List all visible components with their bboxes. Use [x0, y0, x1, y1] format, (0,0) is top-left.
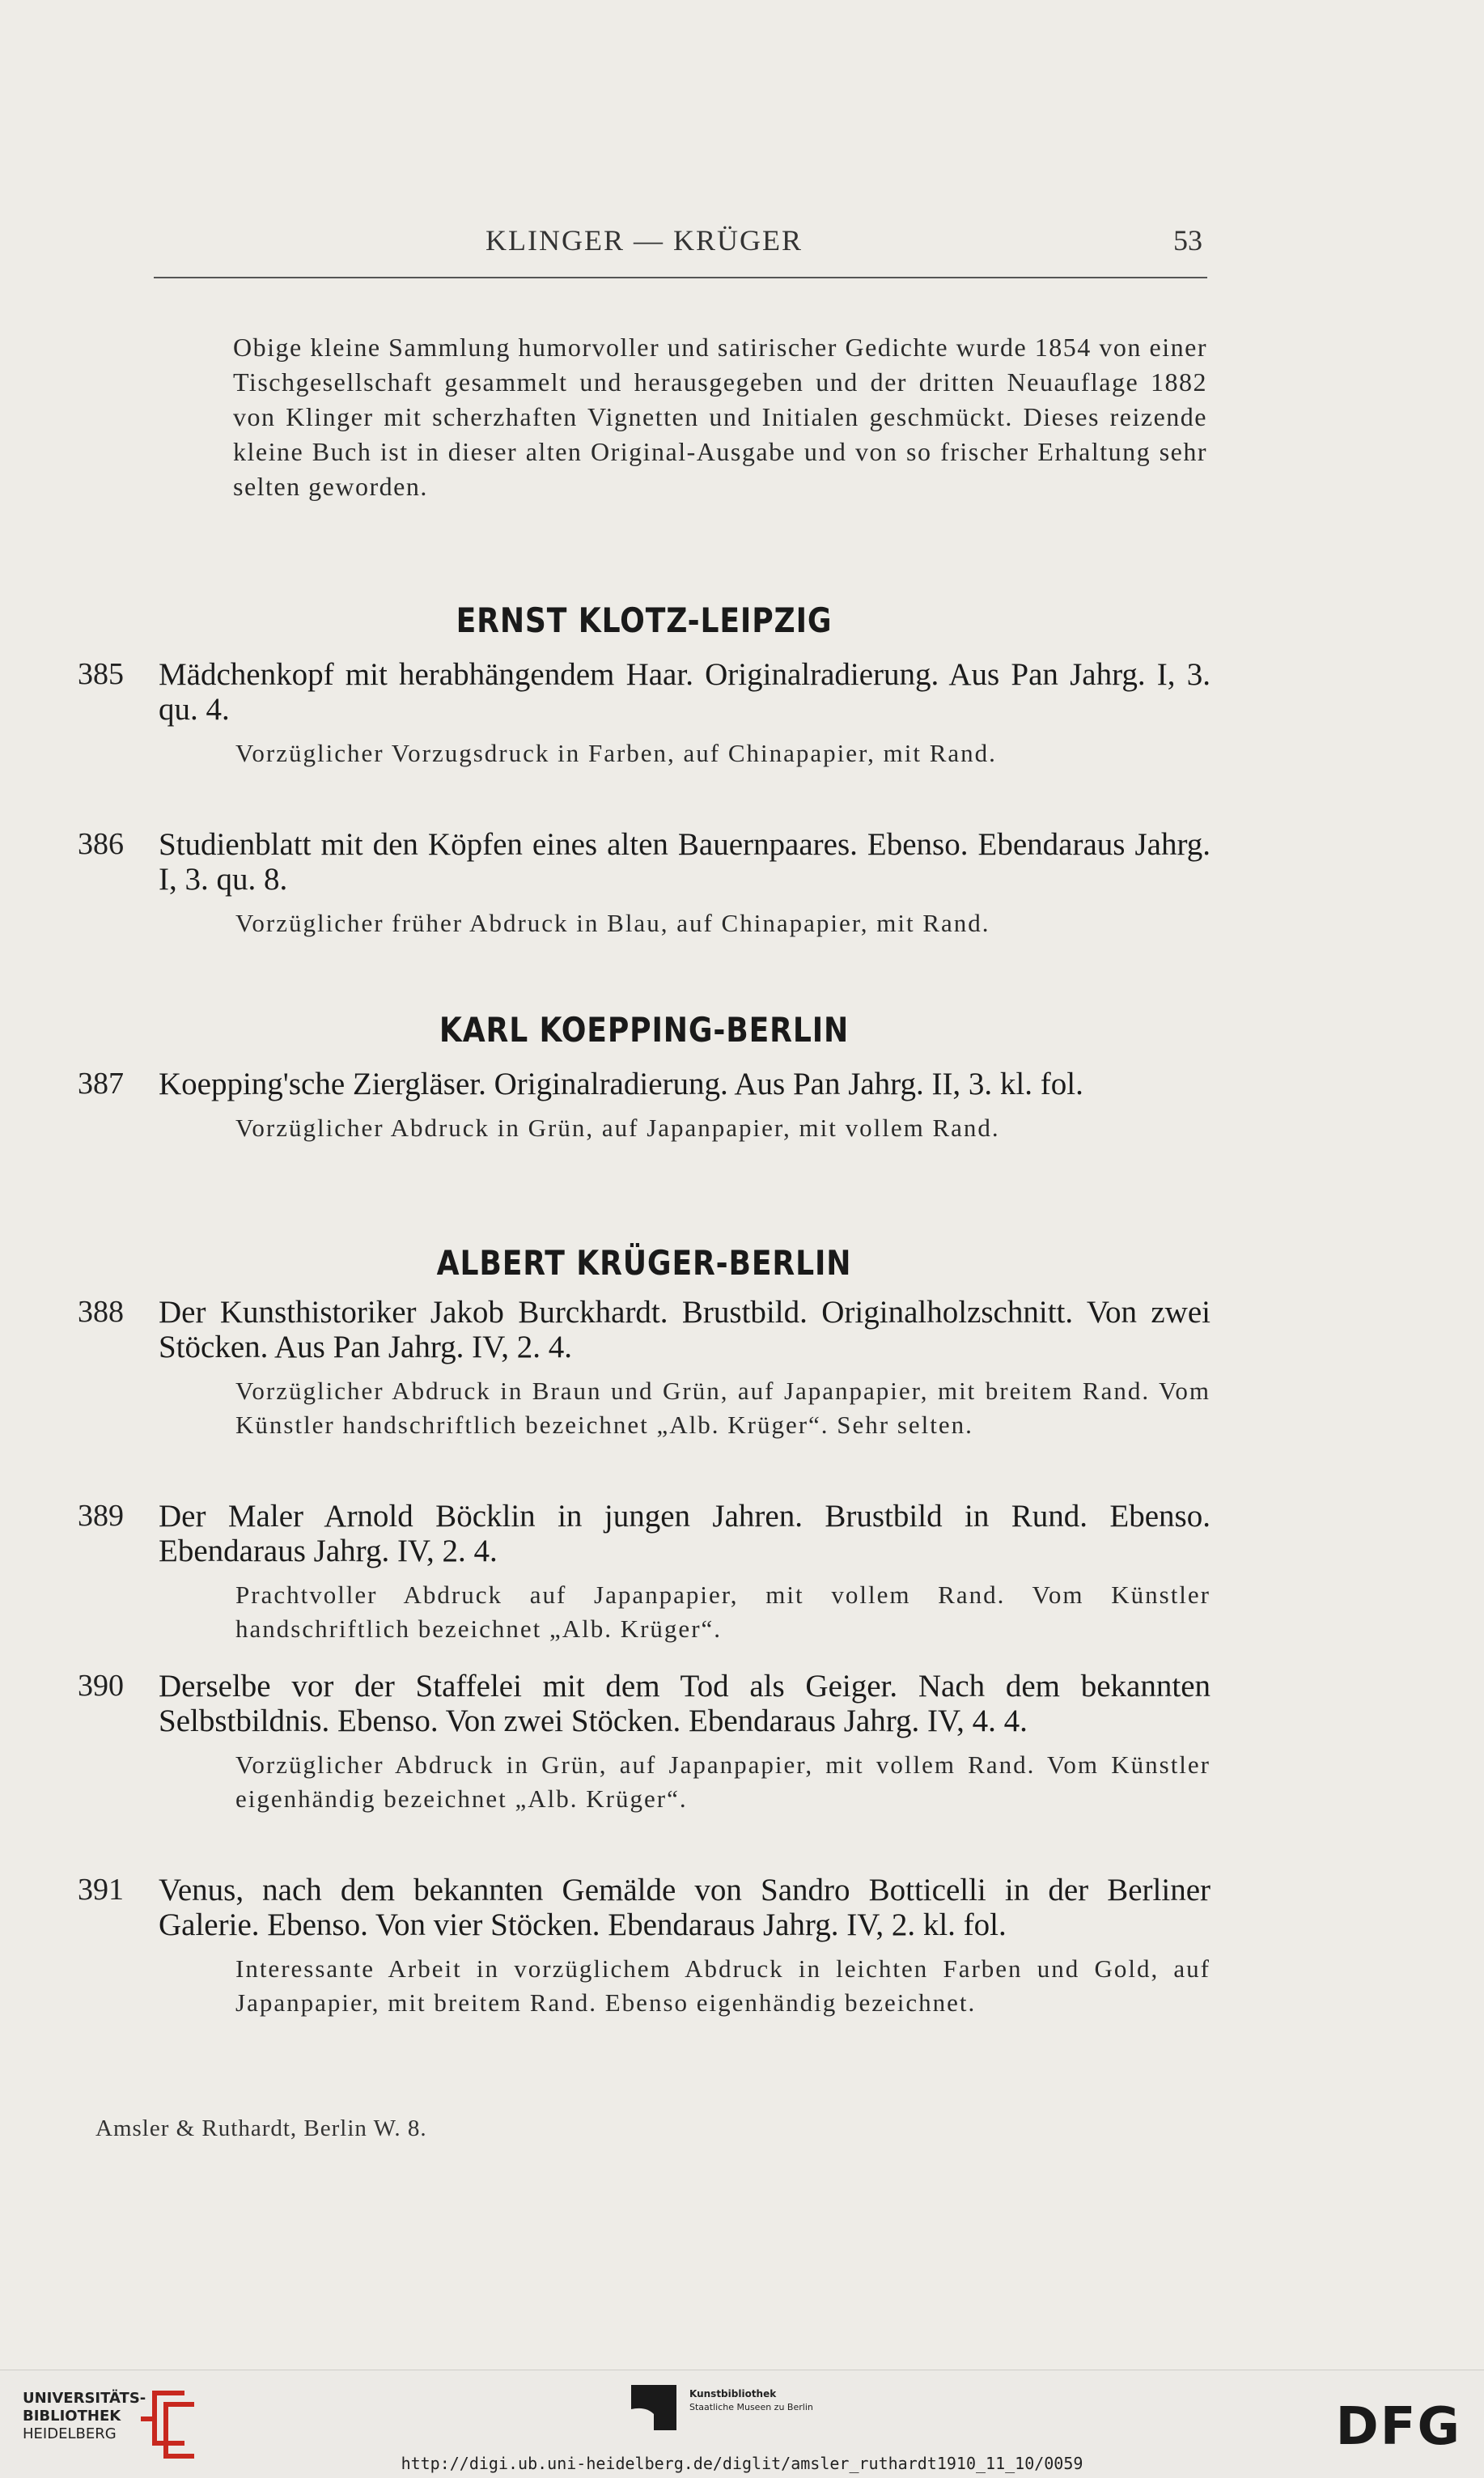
permalink-url[interactable]: http://digi.ub.uni-heidelberg.de/diglit/amsler_ruthardt1910_11_10/0059 — [401, 2454, 1083, 2473]
entry-note: Prachtvoller Abdruck auf Japanpapier, mit vollem Rand. Vom Künstler handschriftlich bezeichnet „Alb. Krüger“. — [235, 1581, 1211, 1643]
entry-number: 391 — [78, 1873, 124, 1907]
entry-title: Der Kunsthistoriker Jakob Burckhardt. Brustbild. Originalholzschnitt. Von zwei Stöcken. Aus Pan Jahrg. IV, 2. 4. — [159, 1295, 1211, 1364]
section-heading-klotz: ERNST KLOTZ-LEIPZIG — [456, 600, 833, 640]
entry-note: Vorzüglicher Vorzugsdruck in Farben, auf Chinapapier, mit Rand. — [235, 739, 997, 767]
entry-title: Mädchenkopf mit herabhängendem Haar. Originalradierung. Aus Pan Jahrg. I, 3. qu. 4. — [159, 657, 1211, 727]
kunstbibliothek-logo-icon — [631, 2385, 676, 2430]
entry-note: Vorzüglicher Abdruck in Braun und Grün, auf Japanpapier, mit breitem Rand. Vom Künstler handschriftlich bezeichnet „Alb. Krüger“. Sehr selten. — [235, 1377, 1211, 1439]
intro-paragraph: Obige kleine Sammlung humorvoller und satirischer Gedichte wurde 1854 von einer Tischgesellschaft gesammelt und herausgegeben und der dritten Neuauflage 1882 von Klinger mit scherzhaften Vignetten und Initialen geschmückt. Dieses reizende kleine Buch ist in dieser alten Original-Ausgabe und von so frischer Erhaltung sehr selten geworden. — [233, 333, 1207, 501]
kb-subtitle: Staatliche Museen zu Berlin — [689, 2402, 813, 2412]
kb-title: Kunstbibliothek — [689, 2388, 777, 2400]
entry-number: 389 — [78, 1499, 124, 1533]
header-divider — [154, 277, 1207, 278]
entry-title: Der Maler Arnold Böcklin in jungen Jahren. Brustbild in Rund. Ebenso. Ebendaraus Jahrg. IV, 2. 4. — [159, 1499, 1211, 1568]
section-heading-krueger: ALBERT KRÜGER-BERLIN — [436, 1243, 852, 1283]
catalog-entry-390 — [78, 1669, 1211, 1816]
ub-logo-line: UNIVERSITÄTS- — [23, 2390, 146, 2407]
entry-note: Interessante Arbeit in vorzüglichem Abdruck in leichten Farben und Gold, auf Japanpapier, mit breitem Rand. Ebenso eigenhändig bezeichnet. — [235, 1954, 1211, 2017]
running-title: KLINGER — KRÜGER — [485, 224, 803, 257]
dfg-logo: DFG — [1335, 2397, 1461, 2457]
ub-logo-line: BIBLIOTHEK — [23, 2408, 121, 2425]
entry-title: Derselbe vor der Staffelei mit dem Tod als Geiger. Nach dem bekannten Selbstbildnis. Ebenso. Von zwei Stöcken. Ebendaraus Jahrg. IV, 4. 4. — [159, 1669, 1211, 1738]
entry-number: 385 — [78, 657, 124, 691]
section-heading-koepping: KARL KOEPPING-BERLIN — [439, 1010, 850, 1050]
catalog-entry-386 — [78, 827, 1211, 940]
ub-logo-line: HEIDELBERG — [23, 2425, 117, 2442]
catalog-entry-388 — [78, 1295, 1211, 1442]
page-number: 53 — [1173, 224, 1202, 257]
entry-number: 388 — [78, 1295, 124, 1329]
entry-title: Koepping'sche Ziergläser. Originalradierung. Aus Pan Jahrg. II, 3. kl. fol. — [159, 1067, 1083, 1101]
entry-title: Studienblatt mit den Köpfen eines alten Bauernpaares. Ebenso. Ebendaraus Jahrg. I, 3. qu. 8. — [159, 827, 1211, 897]
publisher-imprint: Amsler & Ruthardt, Berlin W. 8. — [95, 2115, 427, 2141]
entry-number: 390 — [78, 1669, 124, 1703]
entry-number: 387 — [78, 1067, 124, 1101]
catalog-entry-391 — [78, 1873, 1211, 2020]
entry-note: Vorzüglicher Abdruck in Grün, auf Japanpapier, mit vollem Rand. Vom Künstler eigenhändig bezeichnet „Alb. Krüger“. — [235, 1750, 1211, 1813]
entry-note: Vorzüglicher Abdruck in Grün, auf Japanpapier, mit vollem Rand. — [235, 1114, 1000, 1142]
catalog-entry-387 — [78, 1067, 1211, 1145]
entry-note: Vorzüglicher früher Abdruck in Blau, auf Chinapapier, mit Rand. — [235, 909, 990, 937]
ub-heidelberg-mark-icon — [128, 2384, 206, 2465]
catalog-entry-385 — [78, 657, 1211, 770]
catalog-entry-389 — [78, 1499, 1211, 1646]
kunstbibliothek-label — [689, 2387, 813, 2414]
entry-title: Venus, nach dem bekannten Gemälde von Sandro Botticelli in der Berliner Galerie. Ebenso. Von vier Stöcken. Ebendaraus Jahrg. IV, 2. kl. fol. — [159, 1873, 1211, 1942]
entry-number: 386 — [78, 827, 124, 861]
